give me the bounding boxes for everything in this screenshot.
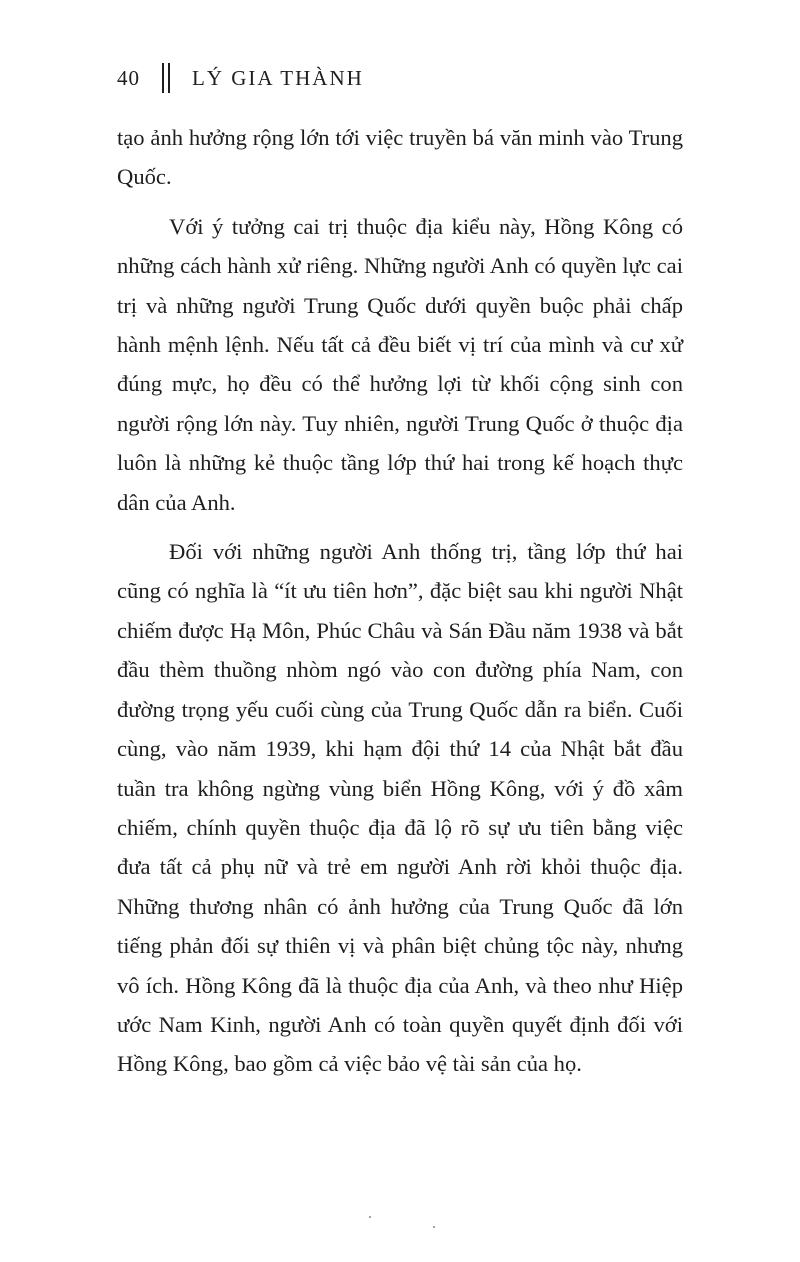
paragraph-continuation: tạo ảnh hưởng rộng lớn tới việc truyền bá văn minh vào Trung Quốc. <box>117 125 683 190</box>
page-number: 40 <box>117 65 140 90</box>
scan-speck <box>433 1226 435 1228</box>
page-header <box>117 60 364 96</box>
running-title: LÝ GIA THÀNH <box>192 65 364 90</box>
scan-speck <box>369 1216 371 1218</box>
paragraph: Đối với những người Anh thống trị, tầng lớp thứ hai cũng có nghĩa là “ít ưu tiên hơn”, đặc biệt sau khi người Nhật chiếm được Hạ Môn, Phúc Châu và Sán Đầu năm 1938 và bắt đầu thèm thuồng nhòm ngó vào con đường phía Nam, con đường trọng yếu cuối cùng của Trung Quốc dẫn ra biển. Cuối cùng, vào năm 1939, khi hạm đội thứ 14 của Nhật bắt đầu tuần tra không ngừng vùng biển Hồng Kông, với ý đồ xâm chiếm, chính quyền thuộc địa đã lộ rõ sự ưu tiên bằng việc đưa tất cả phụ nữ và trẻ em người Anh rời khỏi thuộc địa. Những thương nhân có ảnh hưởng của Trung Quốc đã lớn tiếng phản đối sự thiên vị và phân biệt chủng tộc này, nhưng vô ích. Hồng Kông đã là thuộc địa của Anh, và theo như Hiệp ước Nam Kinh, người Anh có toàn quyền quyết định đối với Hồng Kông, bao gồm cả việc bảo vệ tài sản của họ. <box>117 539 683 1077</box>
paragraph: Với ý tưởng cai trị thuộc địa kiểu này, Hồng Kông có những cách hành xử riêng. Những người Anh có quyền lực cai trị và những người Trung Quốc dưới quyền buộc phải chấp hành mệnh lệnh. Nếu tất cả đều biết vị trí của mình và cư xử đúng mực, họ đều có thể hưởng lợi từ khối cộng sinh con người rộng lớn này. Tuy nhiên, người Trung Quốc ở thuộc địa luôn là những kẻ thuộc tầng lớp thứ hai trong kế hoạch thực dân của Anh. <box>117 213 683 515</box>
header-divider <box>162 63 170 93</box>
body-text <box>117 118 683 1084</box>
